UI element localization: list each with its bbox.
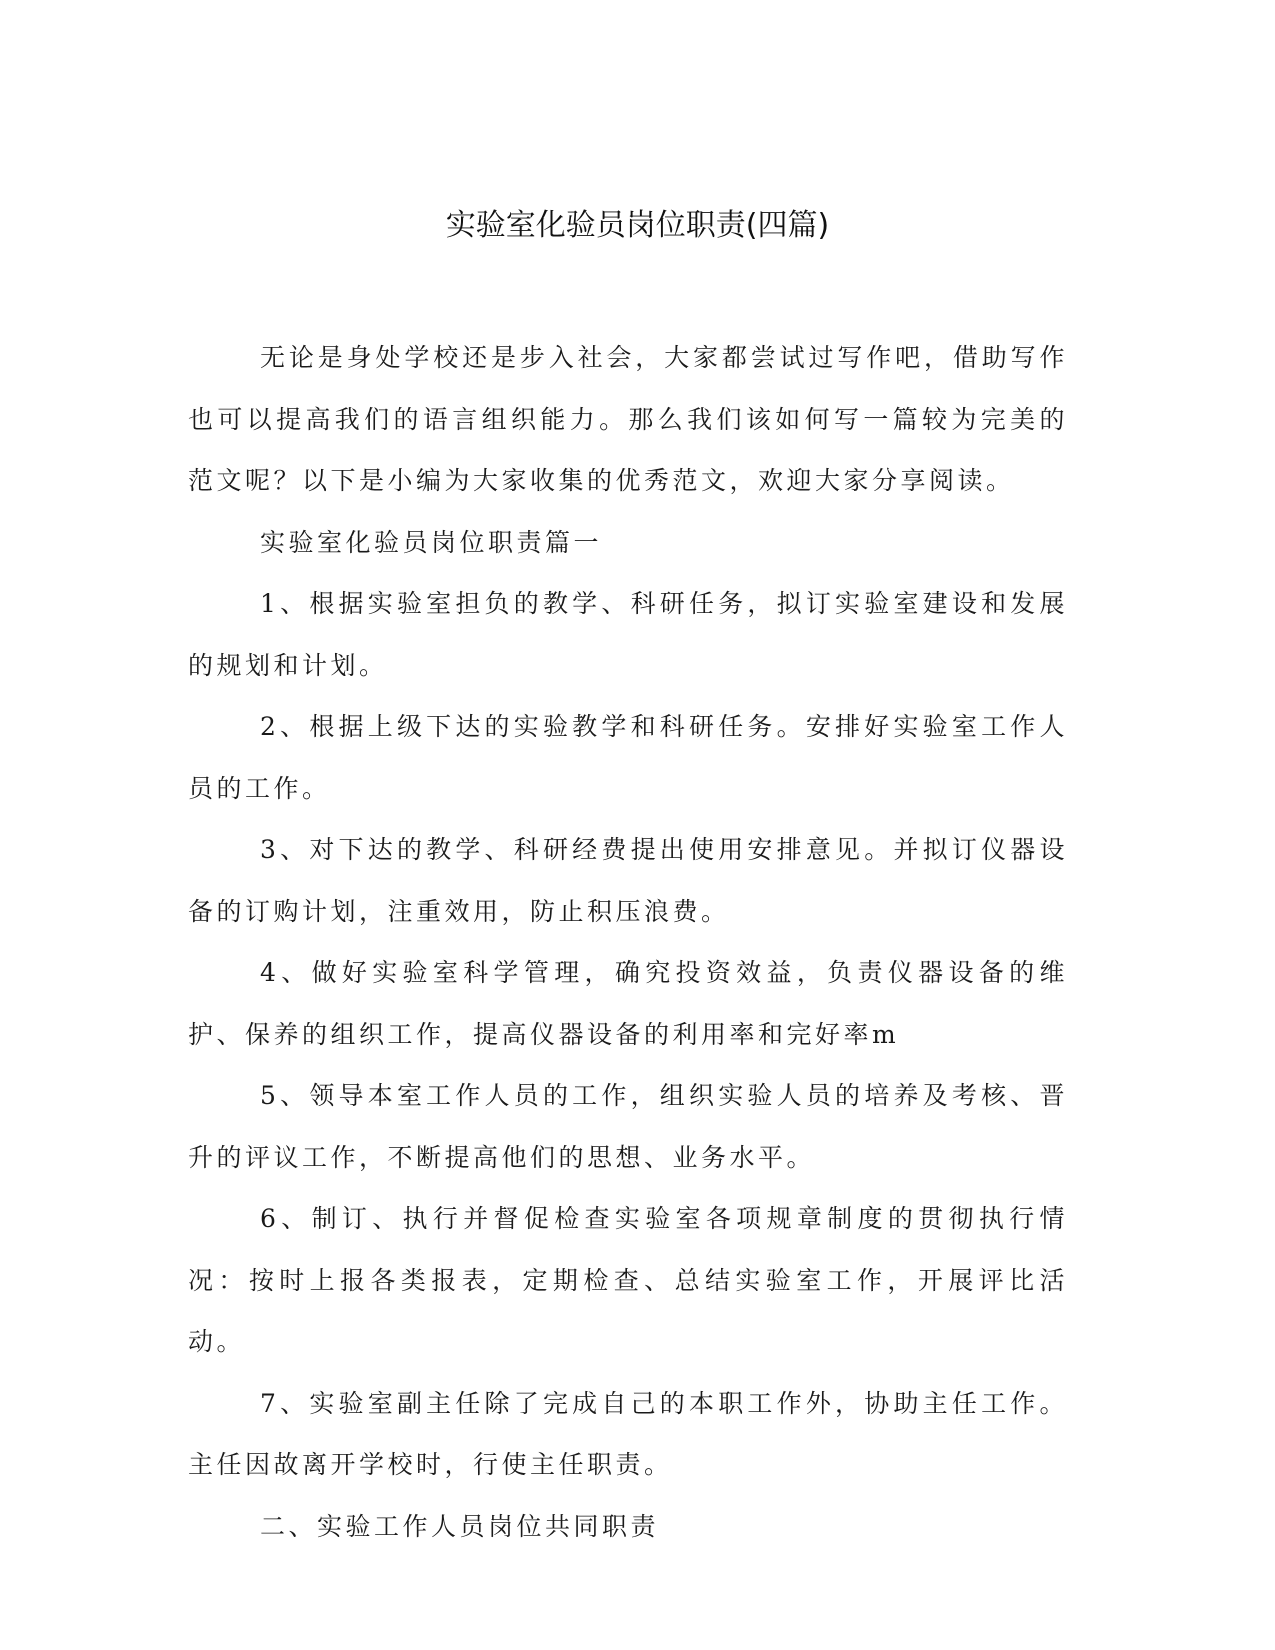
section-heading-common-duties: 二、实验工作人员岗位共同职责 bbox=[260, 1511, 660, 1541]
intro-paragraph: 无论是身处学校还是步入社会，大家都尝试过写作吧，借助写作也可以提高我们的语言组织能力。那么我们该如何写一篇较为完美的范文呢？以下是小编为大家收集的优秀范文，欢迎大家分享阅读。 bbox=[188, 343, 1068, 495]
duty-item-3: 3、对下达的教学、科研经费提出使用安排意见。并拟订仪器设备的订购计划，注重效用，防止积压浪费。 bbox=[188, 835, 1068, 926]
duty-item-6: 6、制订、执行并督促检查实验室各项规章制度的贯彻执行情况：按时上报各类报表，定期检查、总结实验室工作，开展评比活动。 bbox=[188, 1204, 1068, 1356]
duty-item-7: 7、实验室副主任除了完成自己的本职工作外，协助主任工作。主任因故离开学校时，行使主任职责。 bbox=[188, 1388, 1068, 1479]
document-body bbox=[188, 327, 1068, 1557]
document-title: 实验室化验员岗位职责(四篇) bbox=[445, 208, 830, 243]
duty-item-2: 2、根据上级下达的实验教学和科研任务。安排好实验室工作人员的工作。 bbox=[188, 712, 1068, 803]
duty-item-1: 1、根据实验室担负的教学、科研任务，拟订实验室建设和发展的规划和计划。 bbox=[188, 589, 1068, 680]
section-heading-part-one: 实验室化验员岗位职责篇一 bbox=[260, 527, 603, 557]
duty-item-4: 4、做好实验室科学管理，确究投资效益，负责仪器设备的维护、保养的组织工作，提高仪器设备的利用率和完好率m bbox=[188, 958, 1068, 1049]
duty-item-5: 5、领导本室工作人员的工作，组织实验人员的培养及考核、晋升的评议工作，不断提高他们的思想、业务水平。 bbox=[188, 1081, 1068, 1172]
